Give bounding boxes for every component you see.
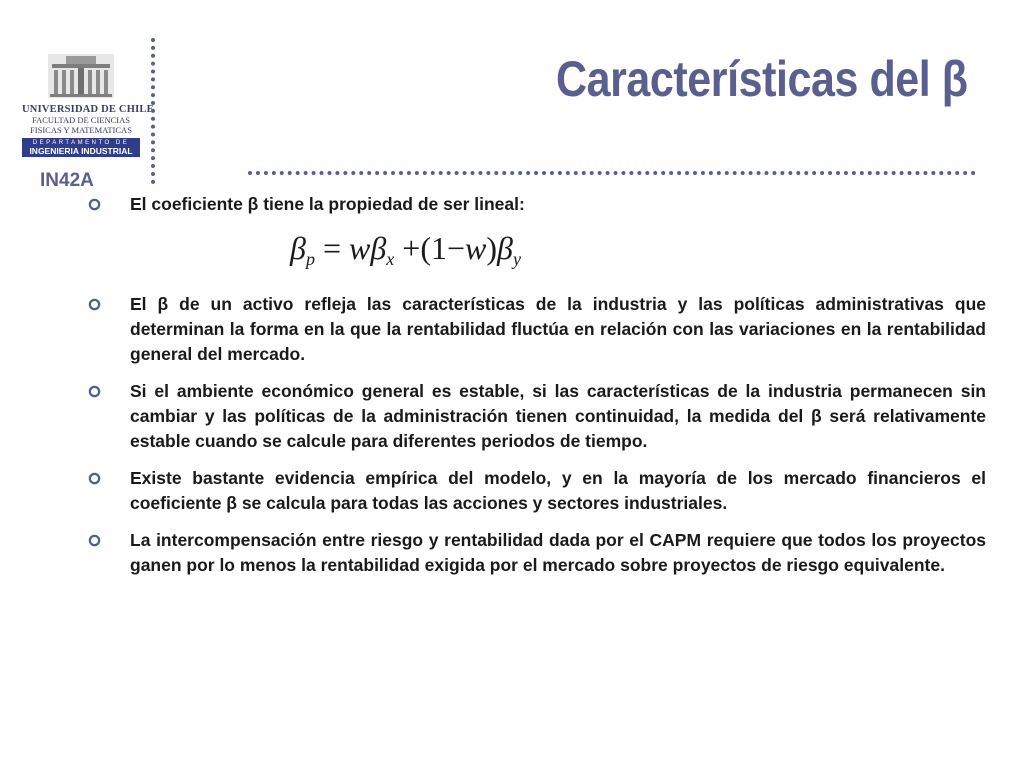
formula-sub-p: p bbox=[305, 249, 315, 269]
university-logo bbox=[22, 52, 154, 157]
bullet-text: El coeficiente β tiene la propiedad de ser lineal: bbox=[130, 194, 525, 214]
formula-beta-y: β bbox=[497, 230, 513, 266]
formula-w2: w bbox=[465, 230, 487, 266]
slide-content bbox=[88, 192, 986, 590]
ring-bullet-icon bbox=[88, 472, 101, 485]
slide-title: Características del β bbox=[556, 51, 968, 107]
beta-linearity-formula bbox=[290, 229, 986, 278]
formula-open: (1 bbox=[420, 230, 447, 266]
ring-bullet-icon bbox=[88, 385, 101, 398]
logo-faculty: FACULTAD DE CIENCIAS bbox=[31, 115, 131, 125]
logo-department-label: DEPARTAMENTO DE bbox=[32, 140, 130, 146]
logo-university: UNIVERSIDAD DE CHILE bbox=[22, 104, 154, 115]
ring-bullet-icon bbox=[88, 198, 101, 211]
horizontal-dotted-divider bbox=[248, 171, 976, 175]
bullet-text: Existe bastante evidencia empírica del modelo, y en la mayoría de los mercado financieros el coeficiente β se calcula para todas las acciones y sectores industriales. bbox=[130, 468, 986, 513]
logo-faculty-sub: FISICAS Y MATEMATICAS bbox=[30, 125, 132, 135]
bullet-text: Si el ambiente económico general es estable, si las características de la industria permanecen sin cambiar y las políticas de la administración tienen continuidad, la medida del β será relativamente estable cuando se calcule para diferentes periodos de tiempo. bbox=[130, 381, 986, 451]
formula-minus: − bbox=[446, 230, 466, 266]
logo-department-band bbox=[22, 138, 140, 157]
formula-sub-x: x bbox=[386, 249, 395, 269]
course-code: IN42A bbox=[40, 170, 94, 191]
formula-equals: = bbox=[322, 230, 341, 266]
ring-bullet-icon bbox=[88, 298, 101, 311]
logo-department-name: INGENIERIA INDUSTRIAL bbox=[29, 146, 133, 156]
bullet-text: El β de un activo refleja las características de la industria y las políticas administrativas que determinan la forma en la que la rentabilidad fluctúa en relación con las variaciones en la rentabilidad general del mercado. bbox=[130, 294, 986, 364]
list-item bbox=[88, 466, 986, 516]
list-item bbox=[88, 192, 986, 217]
formula-w: w bbox=[348, 230, 371, 266]
bullet-text: La intercompensación entre riesgo y rentabilidad dada por el CAPM requiere que todos los proyectos ganen por lo menos la rentabilidad exigida por el mercado sobre proyectos de riesgo equivalente. bbox=[130, 530, 986, 575]
ring-bullet-icon bbox=[88, 534, 101, 547]
formula-close: ) bbox=[486, 230, 498, 266]
list-item bbox=[88, 379, 986, 454]
formula-beta-p: β bbox=[290, 230, 306, 266]
list-item bbox=[88, 292, 986, 367]
formula-sub-y: y bbox=[512, 249, 521, 269]
formula-beta-x: β bbox=[370, 230, 387, 266]
list-item bbox=[88, 528, 986, 578]
university-building-icon bbox=[46, 52, 116, 100]
vertical-dotted-divider bbox=[151, 38, 155, 184]
formula-plus: + bbox=[402, 230, 421, 266]
